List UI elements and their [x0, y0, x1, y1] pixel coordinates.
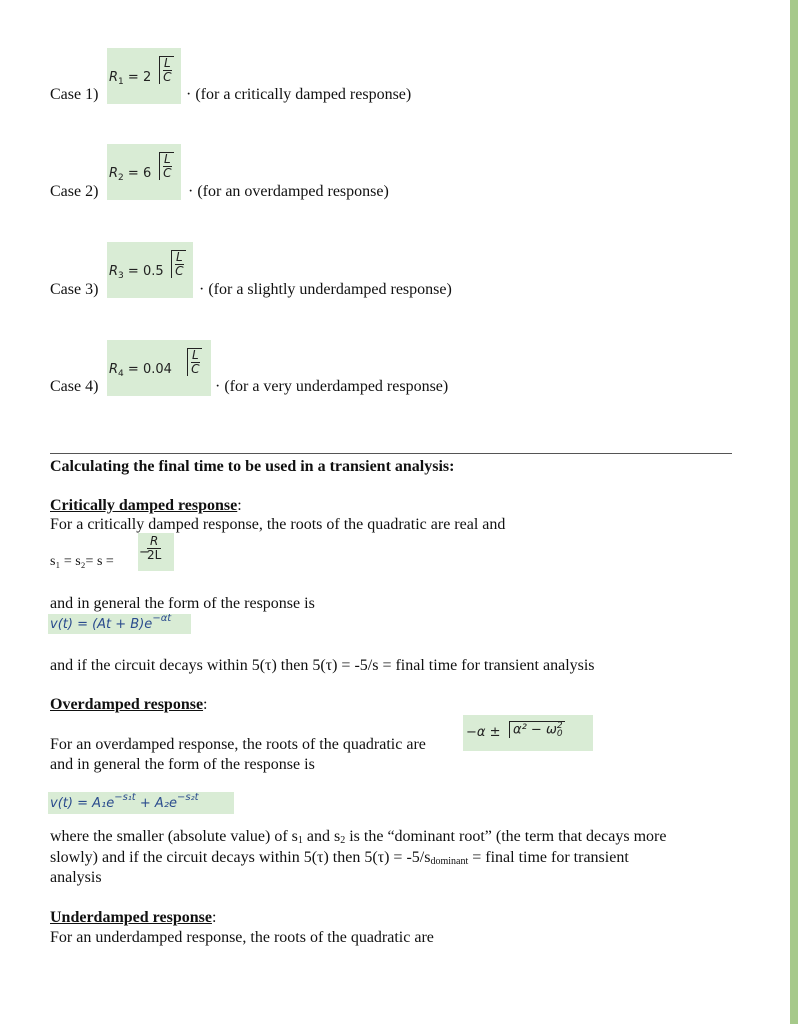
over-line2: and in general the form of the response is [50, 756, 315, 773]
over-line1: For an overdamped response, the roots of the quadratic are [50, 736, 426, 753]
critical-roots-lhs: s₁ = s₂= s = [50, 554, 114, 569]
over-where-line3: analysis [50, 869, 102, 886]
case-equation: $R_1 = 2$ $\frac{L}{C}$ [107, 48, 181, 104]
case-note: · (for a slightly underdamped response) [199, 281, 452, 298]
page-edge-bar [790, 0, 798, 1024]
case-note: · (for a very underdamped response) [215, 378, 449, 395]
section-title: Calculating the final time to be used in a transient analysis: [50, 458, 455, 475]
case-label: Case 1) [50, 86, 99, 103]
over-roots-formula: −α ± α² − ω 2 0 [463, 715, 593, 751]
critical-line1: For a critically damped response, the roots of the quadratic are real and [50, 516, 506, 533]
case-label: Case 2) [50, 183, 99, 200]
over-where-line2: slowly) and if the circuit decays within 5(τ) then 5(τ) = -5/sdominant = final time for transient [50, 849, 629, 867]
case-note: · (for a critically damped response) [186, 86, 412, 103]
critical-line2: and in general the form of the response is [50, 595, 315, 612]
section-divider [50, 453, 732, 454]
case-note: · (for an overdamped response) [188, 183, 389, 200]
critical-line3: and if the circuit decays within 5(τ) then 5(τ) = -5/s = final time for transient analysis [50, 657, 595, 674]
under-heading: Underdamped response: [50, 909, 217, 926]
case-equation: $R_2 = 6$ $\frac{L}{C}$ [107, 144, 181, 200]
critical-roots-fraction: − $\frac{R}{2L}$ [138, 533, 174, 571]
critical-heading: Critically damped response: [50, 497, 242, 514]
over-where-line1: where the smaller (absolute value) of s1 and s2 is the “dominant root” (the term that decays more [50, 828, 667, 846]
case-equation: $R_4 = 0.04$ $\frac{L}{C}$ [107, 340, 211, 396]
critical-formula: $v(t) = (At + B)e^{-\alpha t}$ [48, 614, 191, 634]
case-equation: $R_3 = 0.5$ $\frac{L}{C}$ [107, 242, 193, 298]
under-line1: For an underdamped response, the roots of the quadratic are [50, 929, 434, 946]
over-formula: $v(t) = A_1e^{-s_1t} + A_2e^{-s_2t}$ [48, 792, 234, 814]
over-heading: Overdamped response: [50, 696, 208, 713]
case-label: Case 4) [50, 378, 99, 395]
case-label: Case 3) [50, 281, 99, 298]
